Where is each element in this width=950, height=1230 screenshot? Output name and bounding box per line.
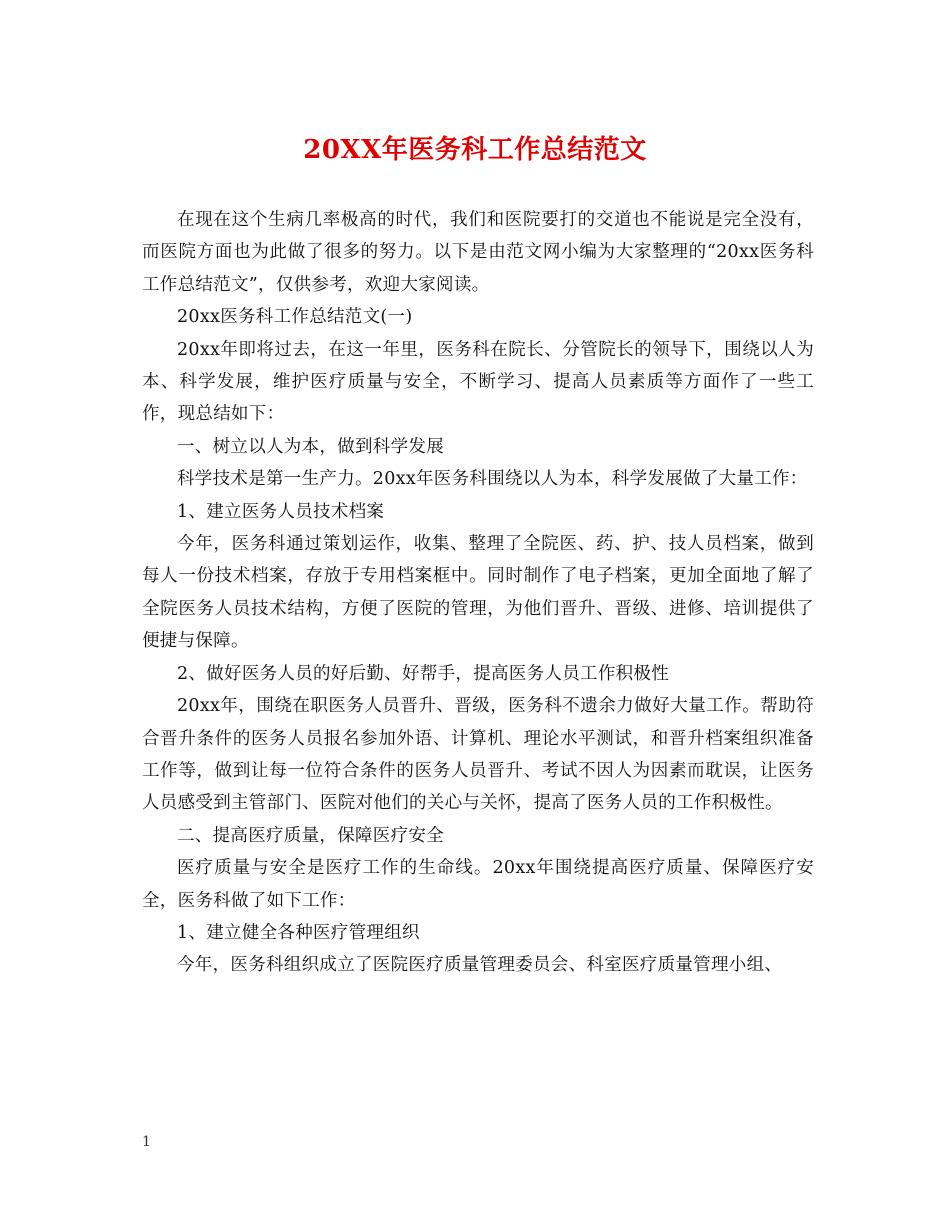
paragraph: 科学技术是第一生产力。20xx年医务科围绕以人为本，科学发展做了大量工作： [177,469,808,490]
paragraph: 今年，医务科通过策划运作，收集、整理了全院医、药、护、技人员档案，做到每人一份技术档案，存放于专用档案框中。同时制作了电子档案，更加全面地了解了全院医务人员技术结构，方便了医院的管理，为他们晋升、晋级、进修、培训提供了便捷与保障。 [142,534,814,652]
paragraph: 医疗质量与安全是医疗工作的生命线。20xx年围绕提高医疗质量、保障医疗安全，医务科做了如下工作： [142,858,814,911]
paragraph: 20xx年，围绕在职医务人员晋升、晋级，医务科不遗余力做好大量工作。帮助符合晋升条件的医务人员报名参加外语、计算机、理论水平测试，和晋升档案组织准备工作等，做到让每一位符合条件的医务人员晋升、考试不因人为因素而耽误，让医务人员感受到主管部门、医院对他们的关心与关怀，提高了医务人员的工作积极性。 [142,696,814,814]
paragraph-subheading: 1、建立健全各种医疗管理组织 [177,922,420,943]
paragraph-heading-1: 一、树立以人为本，做到科学发展 [177,436,444,457]
document-title: 20XX年医务科工作总结范文 [303,135,647,165]
paragraph-intro: 在现在这个生病几率极高的时代，我们和医院要打的交道也不能说是完全没有，而医院方面也为此做了很多的努力。以下是由范文网小编为大家整理的“20xx医务科工作总结范文”，仅供参考，欢迎大家阅读。 [142,210,814,295]
document-body [142,204,814,982]
paragraph-subheading: 2、做好医务人员的好后勤、好帮手，提高医务人员工作积极性 [177,663,670,684]
paragraph-heading-2: 二、提高医疗质量，保障医疗安全 [177,825,444,846]
paragraph: 20xx年即将过去，在这一年里，医务科在院长、分管院长的领导下，围绕以人为本、科学发展，维护医疗质量与安全，不断学习、提高人员素质等方面作了一些工作，现总结如下： [142,339,814,425]
paragraph-subheading: 1、建立医务人员技术档案 [177,501,385,522]
page-number: 1 [142,1134,151,1150]
paragraph: 今年，医务科组织成立了医院医疗质量管理委员会、科室医疗质量管理小组、 [177,955,783,976]
paragraph-section-heading: 20xx医务科工作总结范文(一) [177,307,413,328]
